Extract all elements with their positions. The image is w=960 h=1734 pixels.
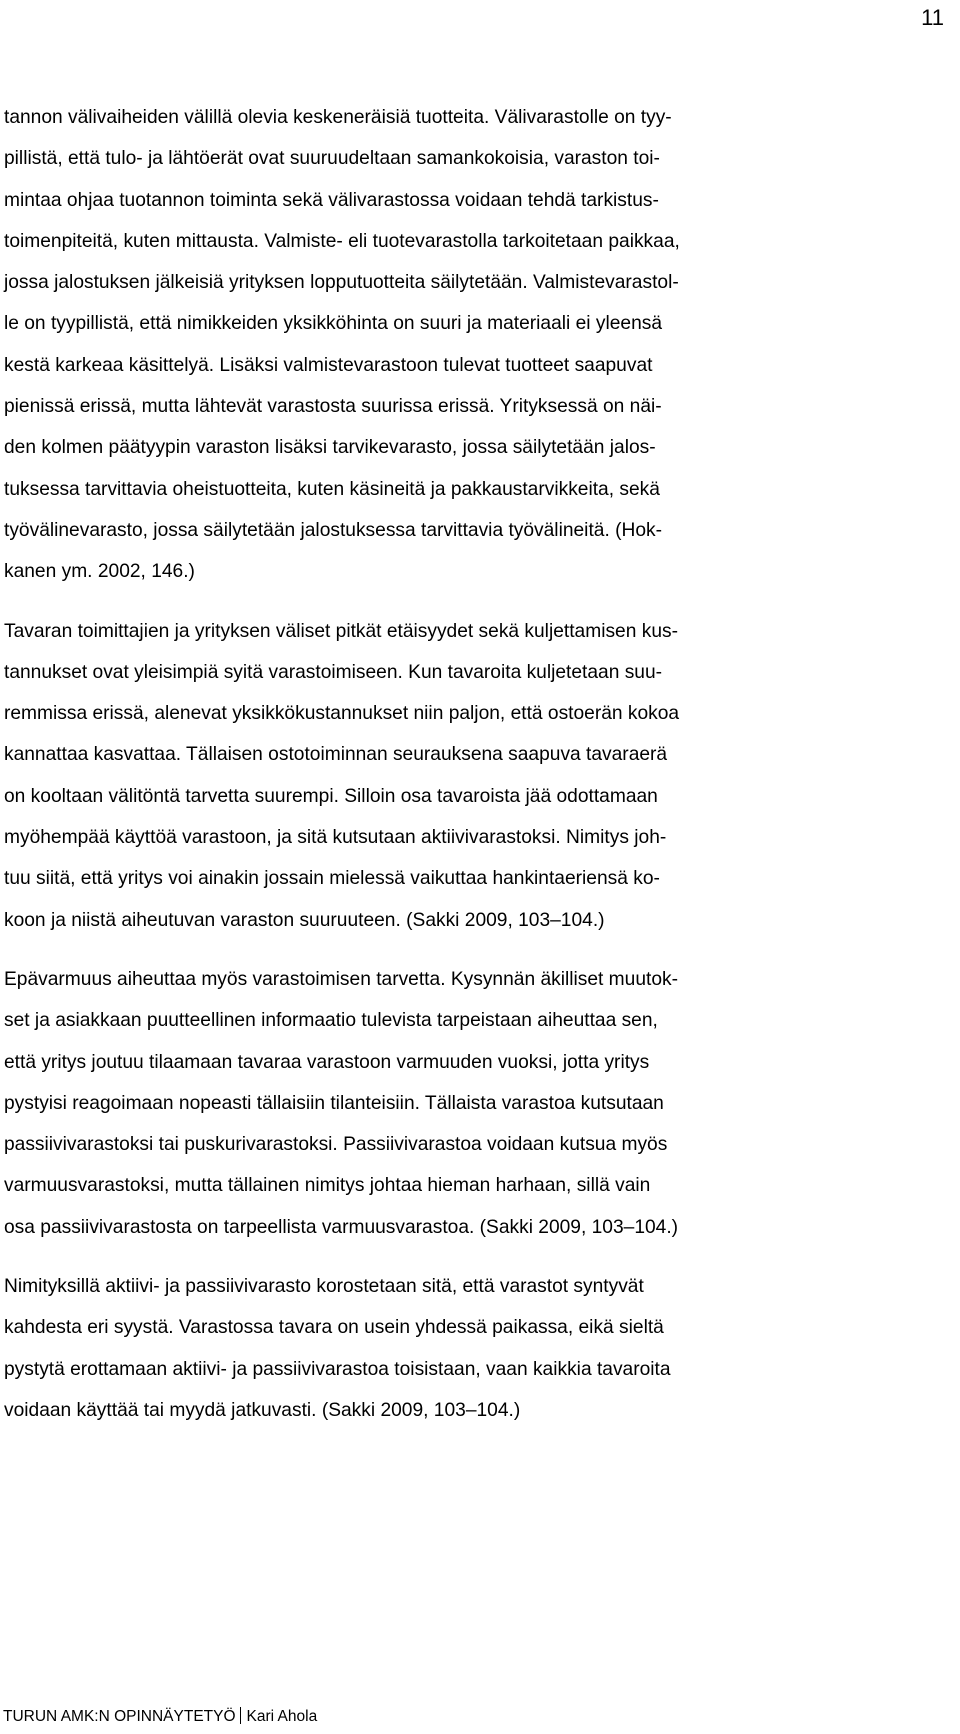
footer-institution: TURUN AMK:N OPINNÄYTETYÖ xyxy=(3,1708,236,1725)
paragraph-storage-naming: Nimityksillä aktiivi- ja passiivivarasto korostetaan sitä, että varastot syntyvät kahdesta eri syystä. Varastossa tavara on usein yhdessä paikassa, eikä sieltä pystytä erottamaan aktiivi- ja passiivivarastoa toisistaan, vaan kaikkia tavaroita voidaan käyttää tai myydä jatkuvasti. (Sakki 2009, 103–104.) xyxy=(4,1276,671,1421)
page-number: 11 xyxy=(921,5,944,30)
footer-author: Kari Ahola xyxy=(246,1708,318,1725)
paragraph-active-storage: Tavaran toimittajien ja yrityksen väliset pitkät etäisyydet sekä kuljettamisen kus- tannukset ovat yleisimpiä syitä varastoimiseen. Kun tavaroita kuljetetaan suu- remmissa erissä, alenevat yksikkökustannukset niin paljon, että ostoerän kokoa kannattaa kasvattaa. Tällaisen ostotoiminnan seurauksena saapuva tavaraerä on kooltaan välitöntä tarvetta suurempi. Silloin osa tavaroista jää odottamaan myöhempää käyttöä varastoon, ja sitä kutsutaan aktiivivarastoksi. Nimitys joh- tuu siitä, että yritys voi ainakin jossain mielessä vaikuttaa hankintaeriensä ko- koon ja niistä aiheutuvan varaston suuruuteen. (Sakki 2009, 103–104.) xyxy=(4,620,680,931)
footer-separator xyxy=(240,1707,241,1724)
paragraph-passive-storage: Epävarmuus aiheuttaa myös varastoimisen tarvetta. Kysynnän äkilliset muutok- set ja asiakkaan puutteellinen informaatio tulevista tarpeistaan aiheuttaa sen, että yritys joutuu tilaamaan tavaraa varastoon varmuuden vuoksi, jotta yritys pystyisi reagoimaan nopeasti tällaisiin tilanteisiin. Tällaista varastoa kutsutaan passiivivarastoksi tai puskurivarastoksi. Passiivivarastoa voidaan kutsua myös varmuusvarastoksi, mutta tällainen nimitys johtaa hieman harhaan, sillä vain osa passiivivarastosta on tarpeellista varmuusvarastoa. (Sakki 2009, 103–104.) xyxy=(4,968,679,1238)
page-footer xyxy=(3,1706,317,1728)
paragraph-storage-types: tannon välivaiheiden välillä olevia keskeneräisiä tuotteita. Välivarastolle on tyy- pillistä, että tulo- ja lähtöerät ovat suuruudeltaan samankokoisia, varaston toi- mintaa ohjaa tuotannon toiminta sekä välivarastossa voidaan tehdä tarkistus- toimenpiteitä, kuten mittausta. Valmiste- eli tuotevarastolla tarkoitetaan paikkaa, jossa jalostuksen jälkeisiä yrityksen lopputuotteita säilytetään. Valmistevarastol- le on tyypillistä, että nimikkeiden yksikköhinta on suuri ja materiaali ei yleensä kestä karkeaa käsittelyä. Lisäksi valmistevarastoon tulevat tuotteet saapuvat pienissä erissä, mutta lähtevät varastosta suurissa erissä. Yrityksessä on näi- den kolmen päätyypin varaston lisäksi tarvikevarasto, jossa säilytetään jalos- tuksessa tarvittavia oheistuotteita, kuten käsineitä ja pakkaustarvikkeita, sekä työvälinevarasto, jossa säilytetään jalostuksessa tarvittavia työvälineitä. (Hok- kanen ym. 2002, 146.) xyxy=(4,107,680,583)
body-text xyxy=(4,97,944,1431)
